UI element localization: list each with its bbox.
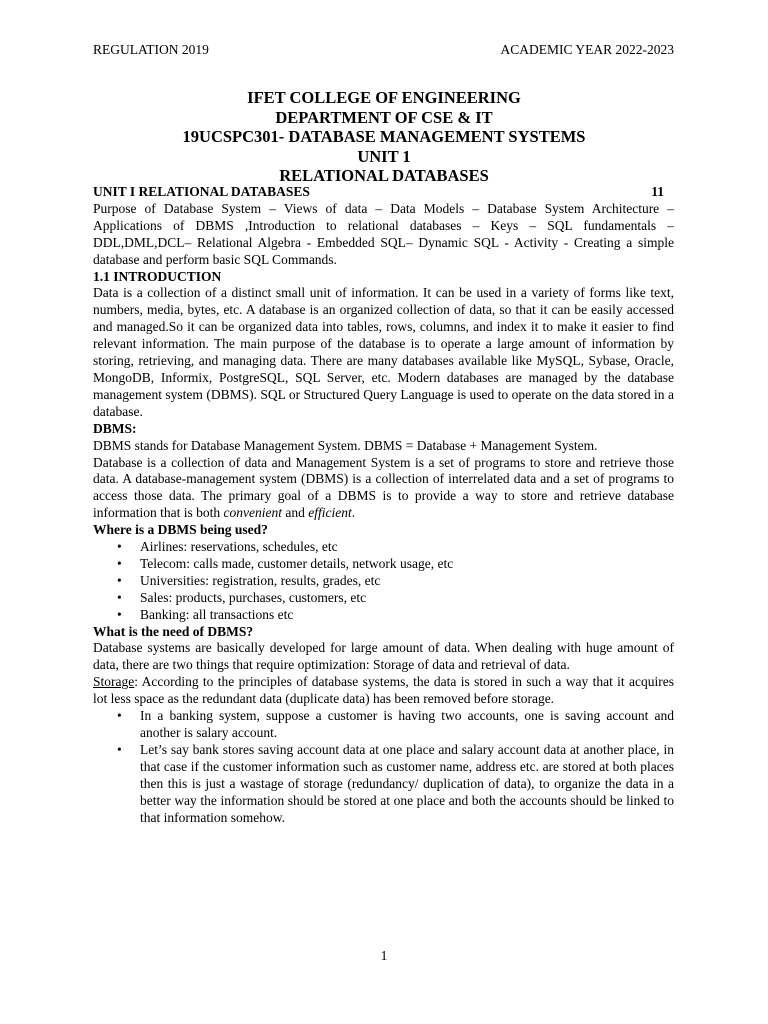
list-item-text: Airlines: reservations, schedules, etc — [140, 539, 338, 555]
syllabus-paragraph: Purpose of Database System – Views of data – Data Models – Database System Architecture – Applications of DBMS ,Introduction to relational databases – Keys – SQL fundamentals – DDL,DML,DCL– Relational Algebra - Embedded SQL– Dynamic SQL - Activity - Creating a simple database and perform basic SQL Commands. — [93, 200, 674, 267]
unit-heading-row — [93, 184, 674, 201]
title-block — [0, 88, 768, 186]
unit-hours: 11 — [651, 184, 664, 199]
dbms-period: . — [351, 505, 356, 521]
department-name: DEPARTMENT OF CSE & IT — [275, 107, 493, 127]
unit-heading: UNIT I RELATIONAL DATABASES — [93, 184, 310, 199]
header-regulation: REGULATION 2019 — [93, 42, 209, 57]
list-item-text: Telecom: calls made, customer details, network usage, etc — [140, 555, 454, 571]
list-item — [93, 539, 674, 556]
dbms-convenient: convenient — [223, 505, 282, 521]
storage-label: Storage — [93, 674, 135, 690]
unit-number: UNIT 1 — [357, 146, 411, 166]
dbms-definition-line: DBMS stands for Database Management System. DBMS = Database + Management System. — [93, 437, 598, 453]
dbms-paragraph — [93, 455, 674, 523]
need-heading: What is the need of DBMS? — [93, 623, 254, 639]
storage-paragraph — [93, 674, 674, 708]
dbms-efficient: efficient — [308, 505, 352, 521]
list-item-text: Sales: products, purchases, customers, etc — [140, 589, 367, 605]
list-item — [93, 573, 674, 590]
bullet-icon: • — [117, 572, 122, 588]
bullet-icon: • — [117, 539, 122, 555]
document-body — [93, 184, 674, 826]
introduction-paragraph: Data is a collection of a distinct small unit of information. It can be used in a variety of forms like text, numbers, media, bytes, etc. A database is an organized collection of data, so that it can be easily accessed and managed.So it can be organized data into tables, rows, columns, and index it to make it easier to find relevant information. The main purpose of the database is to operate a large amount of information by storing, retrieving, and managing data. There are many databases available like MySQL, Sybase, Oracle, MongoDB, Informix, PostgreSQL, SQL Server, etc. Modern databases are managed by the database management system (DBMS). SQL or Structured Query Language is used to operate on the data stored in a database. — [93, 285, 674, 419]
list-item — [93, 556, 674, 573]
list-item — [93, 708, 674, 742]
where-used-heading: Where is a DBMS being used? — [93, 522, 268, 538]
dbms-heading: DBMS: — [93, 420, 137, 436]
unit-title: RELATIONAL DATABASES — [279, 166, 489, 186]
bullet-icon: • — [117, 555, 122, 571]
introduction-heading: 1.1 INTRODUCTION — [93, 268, 222, 284]
bullet-icon: • — [117, 741, 122, 757]
dbms-text: Database is a collection of data and Management System is a set of programs to store and retrieve those data. A database-management system (DBMS) is a collection of interrelated data and a set of programs to access those data. The primary goal of a DBMS is to provide a way to store and retrieve database information that is both — [93, 454, 674, 521]
bullet-icon: • — [117, 708, 122, 724]
bullet-icon: • — [117, 606, 122, 622]
storage-text: : According to the principles of database systems, the data is stored in such a way that it acquires lot less space as the redundant data (duplicate data) has been removed before storage. — [93, 674, 674, 707]
list-item — [93, 590, 674, 607]
list-item-text: Banking: all transactions etc — [140, 606, 294, 622]
list-item — [93, 742, 674, 827]
bullet-icon: • — [117, 589, 122, 605]
list-item-text: Let’s say bank stores saving account data at one place and salary account data at another place, in that case if the customer information such as customer name, address etc. are stored at both places then this is just a wastage of storage (redundancy/ duplication of data), to organize the data in a better way the information should be stored at one place and both the accounts should be linked to that information somehow. — [140, 741, 674, 825]
where-used-list — [93, 539, 674, 624]
course-title: 19UCSPC301- DATABASE MANAGEMENT SYSTEMS — [182, 127, 586, 147]
storage-example-list — [93, 708, 674, 826]
list-item-text: In a banking system, suppose a customer is having two accounts, one is saving account and another is salary account. — [140, 708, 674, 740]
page-number: 1 — [380, 948, 388, 963]
college-name: IFET COLLEGE OF ENGINEERING — [247, 88, 521, 107]
header-academic-year: ACADEMIC YEAR 2022-2023 — [500, 42, 674, 57]
dbms-and: and — [281, 505, 309, 521]
need-paragraph: Database systems are basically developed for large amount of data. When dealing with huge amount of data, there are two things that require optimization: Storage of data and retrieval of data. — [93, 640, 674, 673]
list-item — [93, 607, 674, 624]
list-item-text: Universities: registration, results, grades, etc — [140, 572, 381, 588]
